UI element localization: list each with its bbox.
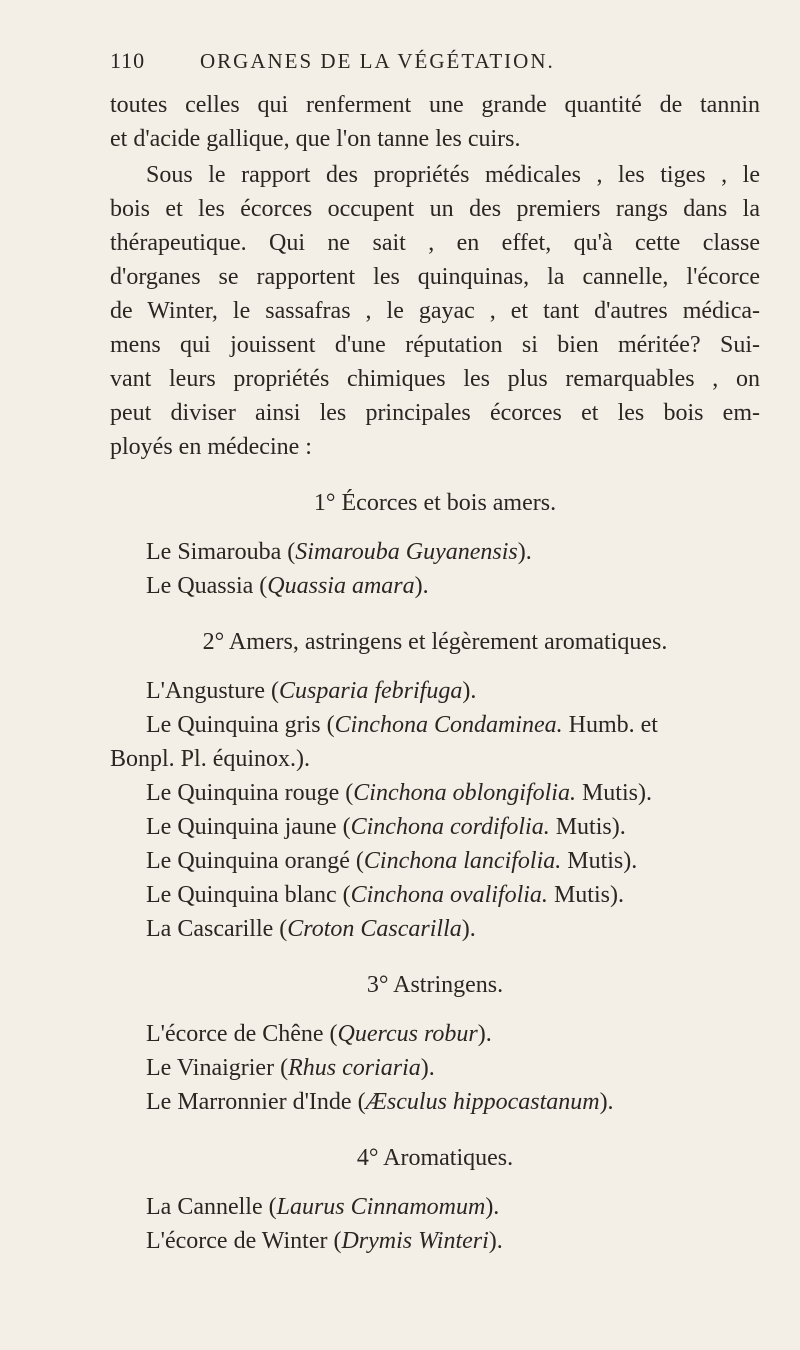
- text-line: ployés en médecine :: [110, 434, 312, 460]
- list-item: [110, 674, 760, 708]
- list-item: [110, 844, 760, 878]
- latin-name: Cinchona cordifolia.: [350, 814, 550, 840]
- authority: Mutis).: [575, 780, 652, 806]
- common-name: Le Quinquina gris (: [146, 712, 335, 738]
- latin-name: Quercus robur: [337, 1021, 478, 1047]
- latin-name: Æsculus hippocastanum: [365, 1089, 600, 1115]
- text-line: de Winter, le sassafras , le gayac , et tant d'autres médica-: [110, 298, 760, 324]
- text-line: Sous le rapport des propriétés médicales , les tiges , le: [146, 162, 760, 188]
- common-name: La Cannelle (: [146, 1194, 277, 1220]
- text-line: mens qui jouissent d'une réputation si bien méritée? Sui-: [110, 332, 760, 358]
- authority: Humb. et: [562, 712, 658, 738]
- list-item: [110, 1085, 760, 1119]
- section-heading: 4° Aromatiques.: [356, 1145, 514, 1171]
- page-number: 110: [110, 48, 146, 73]
- text-line: d'organes se rapportent les quinquinas, la cannelle, l'écorce: [110, 264, 760, 290]
- latin-name: Cinchona ovalifolia.: [350, 882, 548, 908]
- list-item: [110, 878, 760, 912]
- authority: ).: [414, 573, 429, 599]
- common-name: Le Quinquina jaune (: [146, 814, 351, 840]
- running-title: ORGANES DE LA VÉGÉTATION.: [200, 49, 555, 73]
- latin-name: Cinchona Condaminea.: [334, 712, 563, 738]
- authority: ).: [599, 1089, 614, 1115]
- authority: ).: [477, 1021, 492, 1047]
- section-list: [110, 674, 760, 946]
- latin-name: Quassia amara: [267, 573, 415, 599]
- list-item: [110, 708, 760, 742]
- authority: ).: [488, 1228, 503, 1254]
- latin-name: Cinchona oblongifolia.: [353, 780, 576, 806]
- common-name: Le Vinaigrier (: [146, 1055, 289, 1081]
- main-paragraph: [110, 158, 760, 464]
- page-header: [110, 48, 760, 88]
- authority: Mutis).: [561, 848, 638, 874]
- list-item: [110, 535, 760, 569]
- authority: ).: [461, 916, 476, 942]
- authority: Mutis).: [549, 814, 626, 840]
- common-name: L'écorce de Winter (: [146, 1228, 342, 1254]
- section-list: [110, 535, 760, 603]
- text-line: bois et les écorces occupent un des premiers rangs dans la: [110, 196, 760, 222]
- latin-name: Cusparia febrifuga: [278, 678, 463, 704]
- remedy-list: [110, 490, 760, 1258]
- authority: ).: [420, 1055, 435, 1081]
- authority: ).: [517, 539, 532, 565]
- common-name: Le Quassia (: [146, 573, 268, 599]
- section-list: [110, 1017, 760, 1119]
- text-line: peut diviser ainsi les principales écorces et les bois em-: [110, 400, 760, 426]
- list-item: [110, 912, 760, 946]
- authority: ).: [462, 678, 477, 704]
- latin-name: Cinchona lancifolia.: [363, 848, 562, 874]
- text-line: toutes celles qui renferment une grande quantité de tannin: [110, 92, 760, 118]
- authority: ).: [485, 1194, 500, 1220]
- latin-name: Laurus Cinnamomum: [276, 1194, 486, 1220]
- list-item: [110, 810, 760, 844]
- common-name: Le Quinquina rouge (: [146, 780, 354, 806]
- list-item: [110, 569, 760, 603]
- latin-name: Simarouba Guyanensis: [295, 539, 518, 565]
- section-heading: 3° Astringens.: [366, 972, 504, 998]
- text-line: thérapeutique. Qui ne sait , en effet, qu'à cette classe: [110, 230, 760, 256]
- list-item: [110, 1190, 760, 1224]
- list-item: [110, 776, 760, 810]
- section-list: [110, 1190, 760, 1258]
- authority: Mutis).: [547, 882, 624, 908]
- common-name: L'Angusture (: [146, 678, 279, 704]
- latin-name: Rhus coriaria: [288, 1055, 421, 1081]
- common-name: Le Simarouba (: [146, 539, 296, 565]
- text-line: et d'acide gallique, que l'on tanne les cuirs.: [110, 126, 521, 152]
- latin-name: Drymis Winteri: [341, 1228, 489, 1254]
- list-item: [110, 1051, 760, 1085]
- list-item-continuation: Bonpl. Pl. équinox.).: [110, 746, 311, 772]
- intro-paragraph: [110, 88, 760, 156]
- latin-name: Croton Cascarilla: [287, 916, 462, 942]
- common-name: Le Marronnier d'Inde (: [146, 1089, 366, 1115]
- common-name: Le Quinquina orangé (: [146, 848, 364, 874]
- common-name: Le Quinquina blanc (: [146, 882, 351, 908]
- common-name: La Cascarille (: [146, 916, 288, 942]
- list-item: [110, 1224, 760, 1258]
- section-heading: 1° Écorces et bois amers.: [313, 490, 557, 516]
- list-item: [110, 1017, 760, 1051]
- text-line: vant leurs propriétés chimiques les plus remarquables , on: [110, 366, 760, 392]
- common-name: L'écorce de Chêne (: [146, 1021, 338, 1047]
- section-heading: 2° Amers, astringens et légèrement aromatiques.: [202, 629, 668, 655]
